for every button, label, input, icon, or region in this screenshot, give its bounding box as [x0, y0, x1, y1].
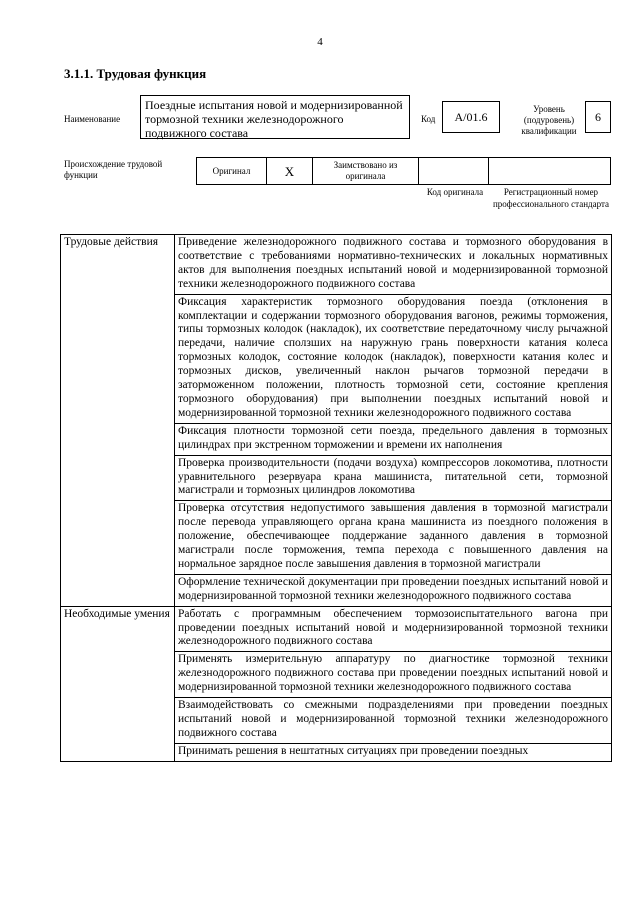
labor-function-table [60, 234, 612, 762]
table-row [61, 235, 612, 295]
origin-reg-cell [489, 158, 611, 185]
skill-item: Взаимодействовать со смежными подразделениями при проведении поездных испытаний новой и модернизированной тормозной техники железнодорожного подвижного состава [175, 698, 612, 744]
origin-code-caption: Код оригинала [426, 187, 484, 197]
code-field: А/01.6 [442, 101, 500, 133]
origin-table [196, 157, 611, 185]
function-name-field: Поездные испытания новой и модернизированной тормозной техники железнодорожного подвижного состава [140, 95, 410, 139]
level-field: 6 [585, 101, 611, 133]
name-label: Наименование [64, 114, 121, 124]
skill-item: Работать с программным обеспечением тормозоиспытательного вагона при проведении поездных испытаний новой и модернизированной тормозной техники железнодорожного подвижного состава [175, 606, 612, 652]
labor-action-item: Проверка отсутствия недопустимого завышения давления в тормозной магистрали после перевода управляющего органа крана машиниста из поездного положения в положение, обеспечивающее поддержание заданного давления в тормозной магистрали после торможения, темпа перехода с повышенного давления на нормальное зарядное после завышения давления в тормозной магистрали [175, 501, 612, 575]
skill-item: Принимать решения в нештатных ситуациях при проведении поездных [175, 743, 612, 761]
labor-action-item: Приведение железнодорожного подвижного состава и тормозного оборудования в соответствие с требованиями нормативно-технических и локальных нормативных актов для выполнения поездных испытаний новой и модернизированной тормозной техники железнодорожного подвижного состава [175, 235, 612, 295]
registration-number-caption: Регистрационный номер профессионального стандарта [492, 187, 610, 209]
origin-label: Происхождение трудовой функции [64, 159, 163, 180]
labor-action-item: Фиксация плотности тормозной сети поезда, предельного давления в тормозных цилиндрах при экстренном торможении и времени их наполнения [175, 423, 612, 455]
required-skills-label: Необходимые умения [61, 606, 175, 761]
labor-actions-label: Трудовые действия [61, 235, 175, 607]
origin-code-cell [419, 158, 489, 185]
section-title: 3.1.1. Трудовая функция [64, 66, 207, 81]
skill-item: Применять измерительную аппаратуру по диагностике тормозной техники железнодорожного подвижного состава при проведении поездных испытаний новой и модернизированной тормозной техники железнодорожного подвижного состава [175, 652, 612, 698]
original-label: Оригинал [197, 158, 267, 185]
code-label: Код [421, 114, 436, 124]
level-label: Уровень (подуровень) квалификации [521, 104, 577, 136]
labor-action-item: Оформление технической документации при проведении поездных испытаний новой и модернизированной тормозной техники железнодорожного подвижного состава [175, 574, 612, 606]
original-mark: X [267, 158, 313, 185]
borrowed-label: Заимствовано из оригинала [313, 158, 419, 185]
page-number: 4 [317, 36, 323, 48]
labor-action-item: Фиксация характеристик тормозного оборудования поезда (отклонения в комплектации и содержании тормозного оборудования вагонов, режимы торможения, типы тормозных колодок (накладок), их соответствие передаточному числу рычажной передачи, наличие сползших на наружную грань поверхности катания колеса тормозных колодок, состояние колодок (накладок), поверхности катания колес и тормозных дисков, увеличенный наклон рычагов тормозной передачи в заторможенном положении, плотность тормозной сети, состояние крепления тормозного оборудования) при выполнении поездных испытаний новой и модернизированной тормозной техники железнодорожного подвижного состава [175, 294, 612, 423]
labor-action-item: Проверка производительности (подачи воздуха) компрессоров локомотива, плотности уравнительного резервуара крана машиниста, питательной сети, тормозной магистрали и тормозных цилиндров локомотива [175, 455, 612, 501]
table-row [61, 606, 612, 652]
